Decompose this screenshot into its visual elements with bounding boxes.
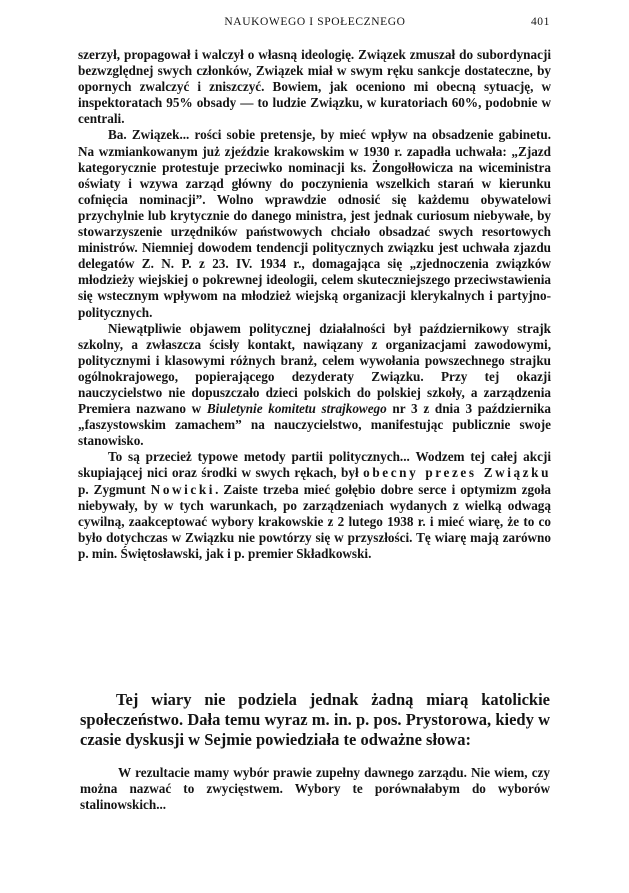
page-header: [80, 12, 550, 34]
quote-intro-text: Tej wiary nie podziela jednak żadną miarą katolickie społeczeństwo. Dała temu wyraz m. in. p. pos. Prystorowa, kiedy w czasie dyskusji w Sejmie powiedziała te odważne słowa:: [80, 690, 550, 749]
paragraph-4-text: To są przecież typowe metody partii politycznych... Wodzem tej całej akcji skupiającej nici oraz środki w swych rękach, był: [78, 449, 551, 481]
paragraph-4-text-mid: p. Zygmunt: [78, 481, 151, 497]
spaced-name: Nowicki: [150, 481, 216, 497]
spaced-emphasis: obecny prezes Związku: [363, 465, 551, 481]
quotation: [80, 765, 550, 814]
paragraph-4: [78, 449, 551, 562]
main-text: [78, 47, 551, 562]
paragraph-4-text-end: . Zaiste trzeba mieć gołębio dobre serce i optymizm zgoła niebywały, by w tych warunkach, po zarządzeniach wydanych z wielką odwagą cywilną, zaakceptować wybory krakowskie z 2 lutego 1938 r. i mieć wiarę, że to co było dotychczas w Związku nie powtórzy się w przyszłości. Tę wiarę mają zarówno p. min. Świętosławski, jak i p. premier Składkowski.: [78, 481, 551, 561]
paragraph-3-text: Niewątpliwie objawem politycznej działalności był październikowy strajk szkolny, a zwłaszcza ścisły kontakt, nawiązany z organizacjami zawodowymi, politycznymi i klasowymi różnych branż, celem wywołania powszechnego strajku ogólnokrajowego, popierającego dezyderaty Związku. Przy tej okazji nauczycielstwo nie dopuszczało dzieci polskich do polskiej szkoły, a zarządzenia Premiera nazwano w: [78, 320, 551, 417]
quotation-text: W rezultacie mamy wybór prawie zupełny dawnego zarządu. Nie wiem, czy można nazwać to zwycięstwem. Wybory te porównałabym do wyborów stalinowskich...: [80, 765, 550, 813]
running-head: NAUKOWEGO I SPOŁECZNEGO: [224, 16, 406, 28]
paragraph-1: szerzył, propagował i walczył o własną ideologię. Związek zmuszał do subordynacji bezwzględnej swych członków, Związek miał w swym ręku sankcje dostateczne, by opornych zwalczyć i zniszczyć. Bowiem, jak oceniono mi obecną sytuację, w inspektoratach 95% obsady — to ludzie Związku, w kuratoriach 60%, podobnie w centrali.: [78, 47, 551, 127]
paragraph-3-text-end: nr 3 z dnia 3 października „faszystowskim zamachem” na nauczycielstwo, manifestując publicznie swoje stanowisko.: [78, 401, 552, 449]
paragraph-2: Ba. Związek... rości sobie pretensje, by mieć wpływ na obsadzenie gabinetu. Na wzmiankowanym już zjeździe krakowskim w 1930 r. zapadła uchwała: „Zjazd kategorycznie protestuje przeciwko nominacji ks. Żongołłowicza na wiceministra oświaty i wzywa zarząd główny do poczynienia wszelkich starań w kierunku cofnięcia nominacji”. Wolno wprawdzie odnosić się każdemu obywatelowi przychylnie lub krytycznie do danego ministra, jest jednak curiosum niebywałe, by stowarzyszenie urzędników państwowych chciało obsadzać swych resortowych ministrów. Niemniej dowodem tendencji politycznych związku jest uchwała zjazdu delegatów Z. N. P. z 23. IV. 1934 r., domagająca się „zjednoczenia związków młodzieży wiejskiej o pokrewnej ideologii, celem skuteczniejszego przeciwstawienia się wstecznym wpływom na młodzież wiejską organizacji klerykalnych i partyjno-politycznych.: [78, 127, 551, 320]
bulletin-title: Biuletynie komitetu strajkowego: [206, 401, 387, 417]
paragraph-3: [78, 321, 551, 450]
quote-intro: [80, 690, 550, 750]
page-number: 401: [530, 16, 550, 28]
